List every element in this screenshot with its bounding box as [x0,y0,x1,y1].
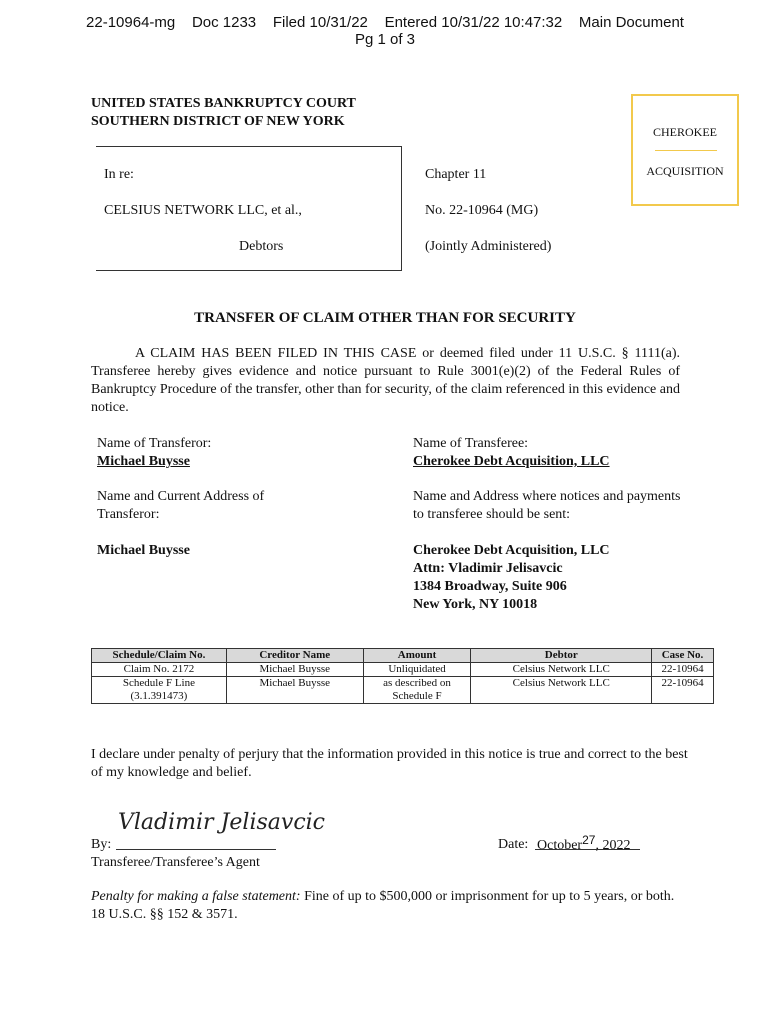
penalty-text: Fine of up to $500,000 or imprisonment for up to 5 years, or both. 18 U.S.C. §§ 152 & 3571. [91,889,675,922]
table-cell: 22-10964 [652,663,714,677]
court-line-1: UNITED STATES BANKRUPTCY COURT [91,96,356,111]
signature: Vladimir Jelisavcic [118,810,325,835]
transferor-name-label: Name of Transferor: [97,436,212,451]
doc-number: Doc 1233 [191,14,257,31]
filed-date: Filed 10/31/22 [272,14,368,31]
table-cell: Unliquidated [363,663,471,677]
case-ref: 22-10964-mg [86,14,176,31]
transferor-address-label-2: Transferor: [97,507,160,522]
transferee-address-line: Cherokee Debt Acquisition, LLC [413,543,610,558]
claims-table [91,648,714,704]
debtors-label: Debtors [239,239,284,254]
header-creditor-name: Creditor Name [226,649,363,663]
court-name [91,95,356,131]
table-header-row [92,649,714,663]
transferor-name: Michael Buysse [97,454,190,469]
table-cell: Michael Buysse [226,677,363,704]
transferee-name-label: Name of Transferee: [413,436,529,451]
transferee-address-label-2: to transferee should be sent: [413,507,571,522]
signer-role: Transferee/Transferee’s Agent [91,855,260,870]
declaration: I declare under penalty of perjury that the information provided in this notice is true and correct to the best of my knowledge and belief. [91,747,688,780]
table-cell: Schedule F Line (3.1.391473) [92,677,227,704]
transferor-address-label-1: Name and Current Address of [97,489,265,504]
cherokee-logo [631,94,739,206]
page-count: Pg 1 of 3 [354,31,416,48]
intro-text: A CLAIM HAS BEEN FILED IN THIS CASE or deemed filed under 11 U.S.C. § 1111(a). Transferee hereby gives evidence and notice pursuant to Rule 3001(e)(2) of the Federal Rules of Bankruptcy Procedure of the transfer, other than for security, of the claim referenced in this evidence and notice. [91,346,680,415]
header-debtor: Debtor [471,649,652,663]
logo-line-1: CHEROKEE [653,125,717,139]
table-row [92,677,714,704]
penalty-label: Penalty for making a false statement: [91,889,301,904]
transferee-name: Cherokee Debt Acquisition, LLC [413,454,610,469]
date-label: Date: [498,837,529,852]
table-cell: as described on Schedule F [363,677,471,704]
document-title: TRANSFER OF CLAIM OTHER THAN FOR SECURITY [194,310,576,326]
transferee-address-line: 1384 Broadway, Suite 906 [413,579,567,594]
by-label: By: [91,837,112,852]
date-month: October [537,838,583,853]
date-value [537,833,631,855]
jointly-administered: (Jointly Administered) [425,239,552,254]
in-re-label: In re: [104,167,134,182]
date-line [535,849,640,850]
header-amount: Amount [363,649,471,663]
court-line-2: SOUTHERN DISTRICT OF NEW YORK [91,114,345,129]
table-cell: 22-10964 [652,677,714,704]
table-cell: Celsius Network LLC [471,663,652,677]
case-number: No. 22-10964 (MG) [425,203,539,218]
entered-date: Entered 10/31/22 10:47:32 [384,14,563,31]
date-day: 27 [582,833,596,847]
transferor-address-label [97,488,264,524]
logo-line-2: ACQUISITION [646,164,724,178]
transferee-address-label-1: Name and Address where notices and payments [413,489,681,504]
debtor-name: CELSIUS NETWORK LLC, et al., [104,203,302,218]
transferee-address-label [413,488,680,524]
table-cell: Michael Buysse [226,663,363,677]
table-cell: Claim No. 2172 [92,663,227,677]
transferee-address-line: New York, NY 10018 [413,597,538,612]
table-cell: Celsius Network LLC [471,677,652,704]
transferee-address-line: Attn: Vladimir Jelisavcic [413,561,563,576]
logo-divider [655,150,717,151]
header-case-no: Case No. [652,649,714,663]
main-document: Main Document [578,14,684,31]
intro-paragraph [91,345,680,417]
signature-line [116,849,276,850]
date-year: , 2022 [595,838,631,853]
filing-header-line1 [0,14,770,31]
table-row [92,663,714,677]
header-schedule-claim: Schedule/Claim No. [92,649,227,663]
transferee-address-block [413,542,610,614]
transferor-address-name: Michael Buysse [97,543,190,558]
chapter-label: Chapter 11 [425,167,487,182]
filing-header [0,14,770,48]
penalty-notice [91,888,691,924]
